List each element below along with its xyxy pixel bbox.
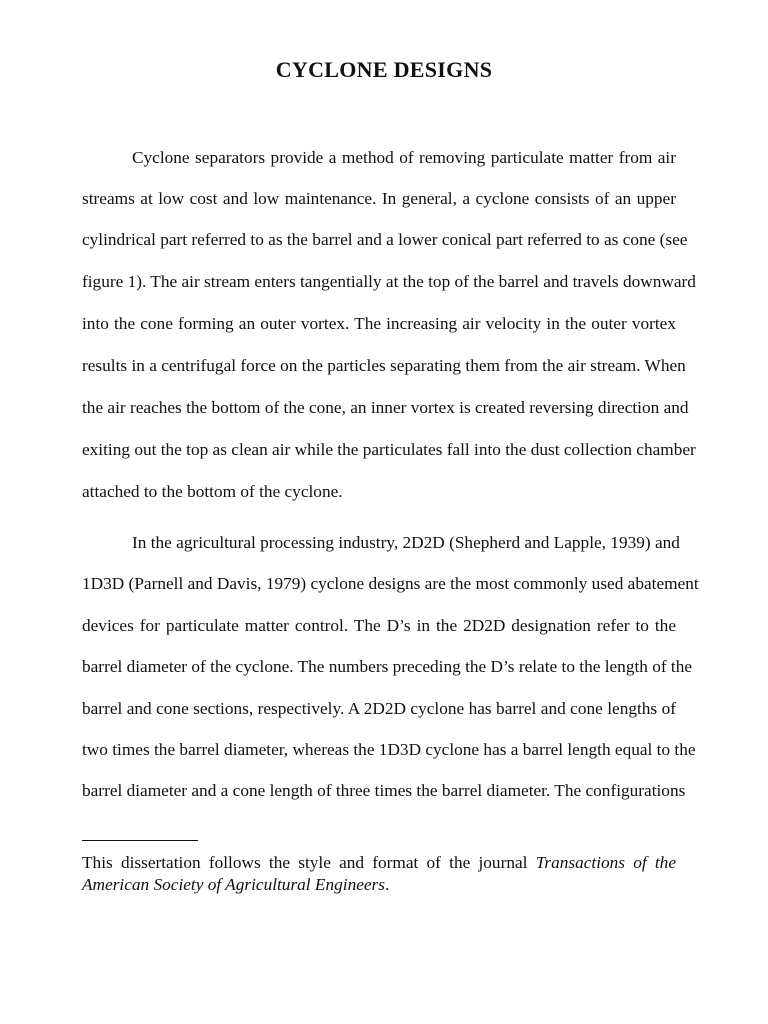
footnote-line-2 bbox=[82, 874, 676, 896]
paragraph-1-line: exiting out the top as clean air while the particulates fall into the dust collection chamber bbox=[82, 440, 696, 459]
footnote-line-1 bbox=[82, 852, 676, 874]
paragraph-1-line: into the cone forming an outer vortex. The increasing air velocity in the outer vortex bbox=[82, 314, 676, 333]
paragraph-1-line: streams at low cost and low maintenance. In general, a cyclone consists of an upper bbox=[82, 189, 676, 208]
paragraph-1-line: Cyclone separators provide a method of removing particulate matter from air bbox=[132, 148, 676, 167]
paragraph-1-line: the air reaches the bottom of the cone, an inner vortex is created reversing direction and bbox=[82, 398, 689, 417]
paragraph-2-line: barrel diameter of the cyclone. The numbers preceding the D’s relate to the length of the bbox=[82, 657, 693, 676]
footnote-period: . bbox=[385, 875, 390, 894]
page-title: CYCLONE DESIGNS bbox=[275, 57, 493, 82]
paragraph-1-line: attached to the bottom of the cyclone. bbox=[82, 482, 343, 501]
footnote-rule bbox=[82, 840, 198, 841]
journal-title-part-2: American Society of Agricultural Engineers bbox=[82, 875, 386, 894]
paragraph-1-line: results in a centrifugal force on the particles separating them from the air stream. When bbox=[82, 356, 686, 375]
paragraph-2-line: barrel and cone sections, respectively. A 2D2D cyclone has barrel and cone lengths of bbox=[82, 699, 676, 718]
paragraph-1-line: cylindrical part referred to as the barrel and a lower conical part referred to as cone (see bbox=[82, 230, 688, 249]
paragraph-2-line: In the agricultural processing industry, 2D2D (Shepherd and Lapple, 1939) and bbox=[132, 533, 680, 552]
journal-title-part-1: Transactions of the bbox=[535, 853, 676, 872]
paragraph-2-line: 1D3D (Parnell and Davis, 1979) cyclone designs are the most commonly used abatement bbox=[82, 574, 699, 593]
footnote-text: This dissertation follows the style and format of the journal bbox=[82, 853, 528, 872]
paragraph-2-line: two times the barrel diameter, whereas the 1D3D cyclone has a barrel length equal to the bbox=[82, 740, 696, 759]
paragraph-2-line: barrel diameter and a cone length of three times the barrel diameter. The configurations bbox=[82, 781, 686, 800]
paragraph-2-line: devices for particulate matter control. The D’s in the 2D2D designation refer to the bbox=[82, 616, 676, 635]
paragraph-1-line: figure 1). The air stream enters tangentially at the top of the barrel and travels downward bbox=[82, 272, 696, 291]
